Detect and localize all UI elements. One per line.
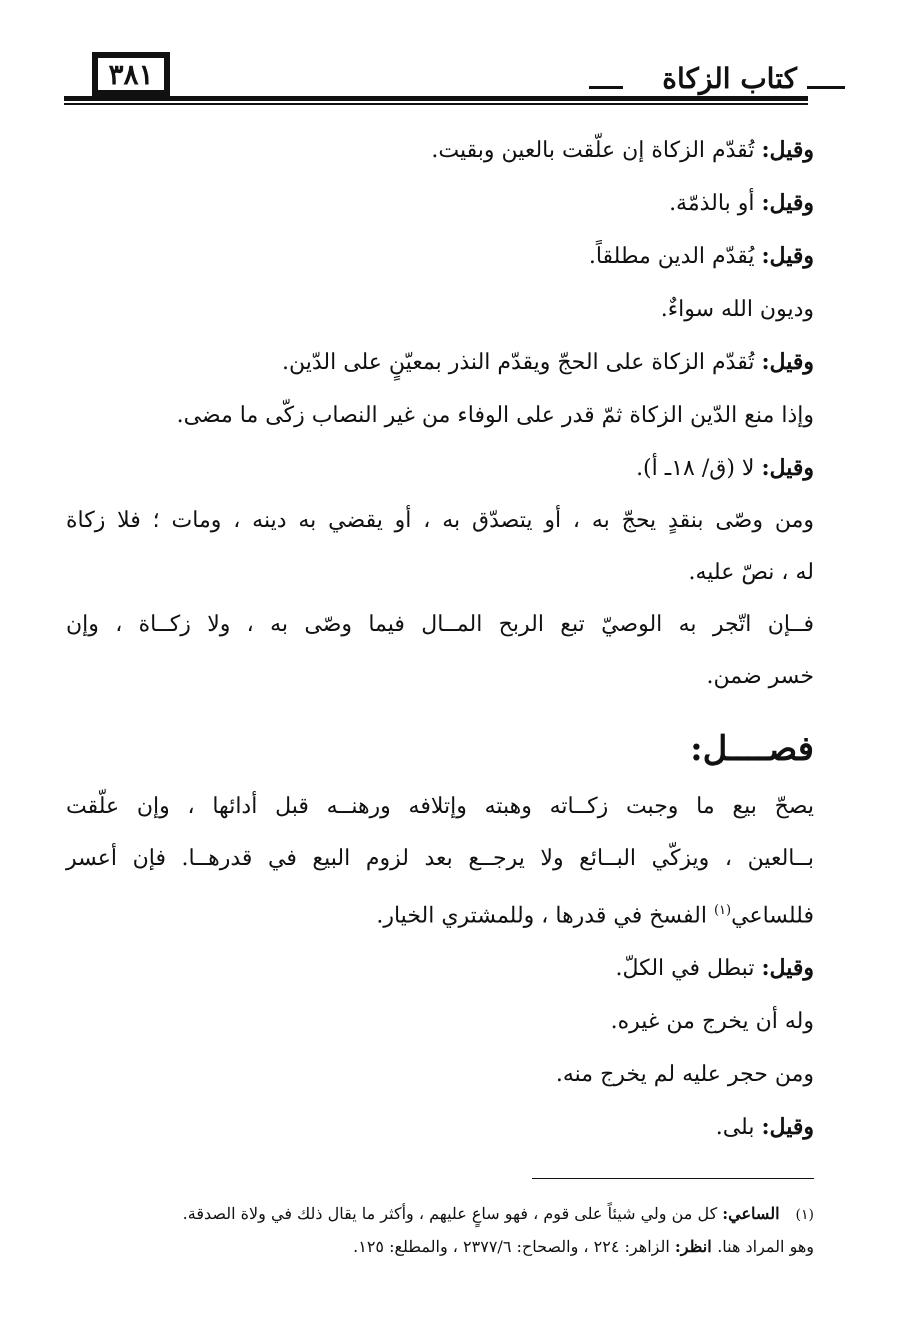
header-rule-secondary <box>64 103 808 105</box>
text-line <box>66 124 814 177</box>
line-text: بلى. <box>715 1115 762 1141</box>
text-line <box>66 336 814 389</box>
header-dash-left <box>589 86 623 89</box>
page-number-text: ٣٨١ <box>108 57 154 91</box>
line-text: تُقدّم الزكاة على الحجّ ويقدّم النذر بمعيّنٍ على الدّين. <box>281 350 762 375</box>
section-line: يصحّ بيع ما وجبت زكــاته وهبته وإتلافه ورهنــه قبل أدائها ، وإن علّقت <box>66 794 814 819</box>
footnotes <box>70 1198 814 1263</box>
line-label: وقيل: <box>761 955 814 982</box>
text-line <box>66 942 814 995</box>
line-text: وله أن يخرج من غيره. <box>610 1009 814 1035</box>
line-label: وقيل: <box>761 243 814 269</box>
line-label: وقيل: <box>761 137 814 163</box>
footnote-text: وهو المراد هنا. <box>717 1237 814 1256</box>
paragraph-line: فــإن اتّجر به الوصيّ تبع الربح المــال فيما وصّى به ، ولا زكــاة ، وإن <box>66 612 814 637</box>
line-text: وديون الله سواءٌ. <box>660 297 814 322</box>
line-text: أو بالذمّة. <box>669 191 762 216</box>
footnote-label: الساعي: <box>722 1204 780 1223</box>
section-text: فللساعي <box>731 903 814 929</box>
section-line: بــالعين ، ويزكّي البــائع ولا يرجــع بعد لزوم البيع في قدرهــا. فإن أعسر <box>66 846 814 871</box>
paragraph-line: له ، نصّ عليه. <box>688 560 814 585</box>
line-text: تُقدّم الزكاة إن علّقت بالعين وبقيت. <box>431 138 762 163</box>
line-text: وإذا منع الدّين الزكاة ثمّ قدر على الوفاء من غير النصاب زكّى ما مضى. <box>176 403 814 428</box>
section-line <box>66 885 814 942</box>
line-label: وقيل: <box>761 455 814 481</box>
text-line <box>66 177 814 230</box>
footnote-marker: (١) <box>795 1207 814 1223</box>
footnote-reference[interactable]: (١) <box>713 903 732 918</box>
footnote-line <box>70 1231 814 1263</box>
section-text: الفسخ في قدرها ، وللمشتري الخيار. <box>376 903 714 929</box>
line-label: وقيل: <box>761 349 814 375</box>
page-number <box>92 52 170 96</box>
section-heading: فصــــل: <box>690 729 814 769</box>
text-line <box>66 1101 814 1154</box>
line-label: وقيل: <box>761 1114 814 1141</box>
footnote-text: الزاهر: ٢٢٤ ، والصحاح: ٢٣٧٧/٦ ، والمطلع: ١٢٥. <box>353 1237 675 1256</box>
line-text: تبطل في الكلّ. <box>615 956 762 982</box>
paragraph-line: ومن وصّى بنقدٍ يحجّ به ، أو يتصدّق به ، أو يقضي به دينه ، ومات ؛ فلا زكاة <box>66 508 814 533</box>
line-text: ومن حجر عليه لم يخرج منه. <box>555 1062 814 1088</box>
main-text <box>66 124 814 1154</box>
text-line <box>66 283 814 336</box>
text-line <box>66 1048 814 1101</box>
line-text: لا (ق/ ١٨ـ أ). <box>636 456 762 481</box>
text-line <box>66 995 814 1048</box>
footnote-text: كل من ولي شيئاً على قوم ، فهو ساعٍ عليهم ، وأكثر ما يقال ذلك في ولاة الصدقة. <box>182 1204 723 1223</box>
text-line <box>66 230 814 283</box>
header-dash-right <box>807 86 845 89</box>
header-rule <box>64 96 808 101</box>
paragraph-line: خسر ضمن. <box>706 664 814 689</box>
line-text: يُقدّم الدين مطلقاً. <box>588 244 762 269</box>
footnote-separator <box>532 1178 814 1179</box>
line-label: وقيل: <box>761 190 814 216</box>
text-line <box>66 442 814 495</box>
text-line <box>66 389 814 442</box>
footnote-label: انظر: <box>674 1237 718 1256</box>
footnote-line <box>70 1198 814 1231</box>
running-title: كتاب الزكاة <box>662 62 797 95</box>
